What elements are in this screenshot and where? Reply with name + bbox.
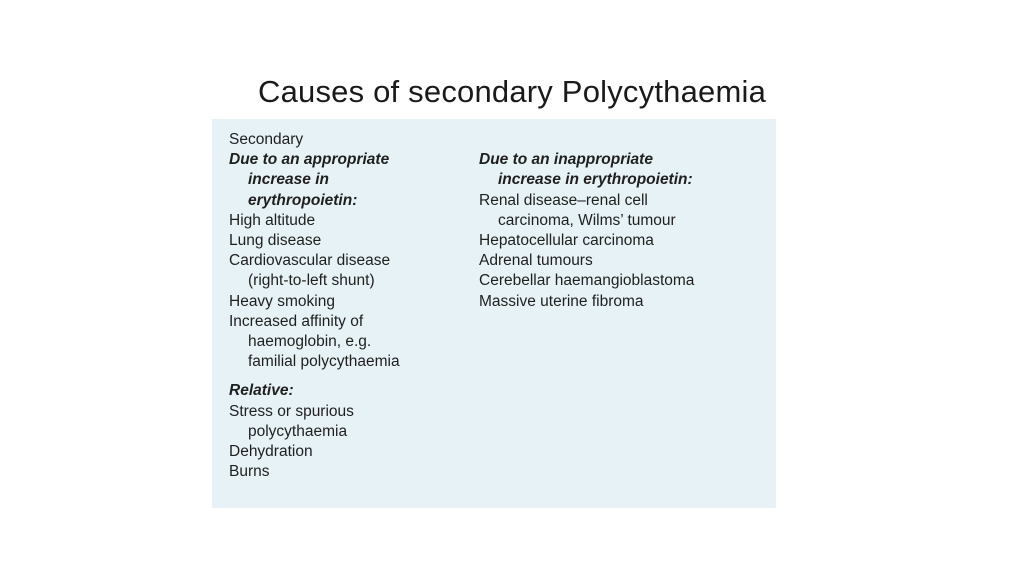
section-gap (229, 372, 499, 381)
list-item: Renal disease–renal cell (479, 191, 648, 209)
slide-title: Causes of secondary Polycythaemia (257, 74, 767, 109)
list-item: Hepatocellular carcinoma (479, 232, 654, 249)
list-item: Heavy smoking (229, 292, 335, 310)
appropriate-heading-line-2: increase in (248, 171, 329, 189)
list-item: Cardiovascular disease (229, 252, 391, 270)
list-item: High altitude (229, 211, 316, 229)
list-item: Adrenal tumours (479, 252, 593, 270)
list-item: Increased affinity of (229, 312, 364, 330)
list-item-continuation: (right-to-left shunt) (248, 272, 375, 290)
list-item-continuation: carcinoma, Wilms’ tumour (498, 211, 676, 229)
list-item: Dehydration (229, 443, 313, 461)
list-item-continuation: polycythaemia (248, 422, 348, 440)
list-item: Stress or spurious (229, 402, 354, 420)
right-column (479, 130, 769, 312)
inappropriate-heading-line-1: Due to an inappropriate (479, 151, 653, 169)
appropriate-heading-line-1: Due to an appropriate (229, 151, 390, 169)
list-item: Lung disease (229, 232, 322, 250)
list-item: Cerebellar haemangioblastoma (479, 272, 695, 290)
relative-heading: Relative: (229, 382, 294, 400)
inappropriate-heading-line-2: increase in erythropoietin: (498, 171, 693, 189)
appropriate-heading-line-3: erythropoietin: (248, 191, 358, 209)
list-item: Massive uterine fibroma (479, 292, 644, 310)
list-item: Burns (229, 463, 270, 481)
list-item-continuation: familial polycythaemia (248, 353, 400, 371)
list-item-continuation: haemoglobin, e.g. (248, 333, 372, 351)
causes-table (212, 119, 776, 508)
secondary-heading: Secondary (229, 131, 304, 148)
left-column (229, 130, 499, 482)
column-spacer (479, 130, 769, 150)
